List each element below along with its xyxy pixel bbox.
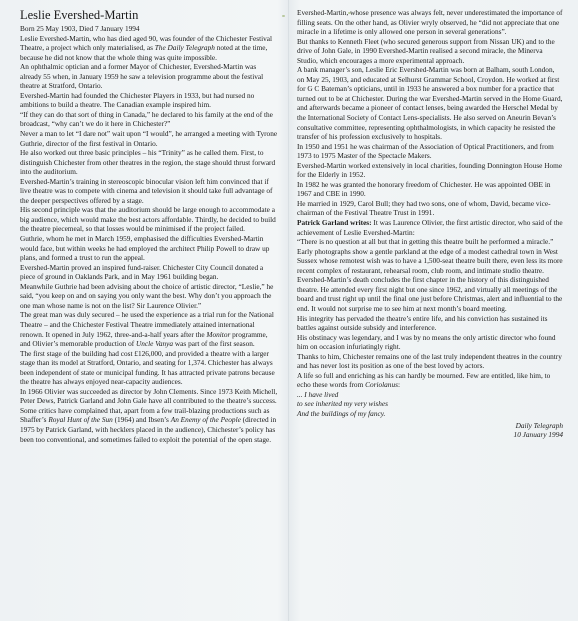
paragraph: Thanks to him, Chichester remains one of the last truly independent theatres in the country and has never lost its position as one of the best loved by actors. bbox=[297, 351, 562, 371]
paragraph: Evershed-Martin proved an inspired fund-raiser. Chichester City Council donated a piece of ground in Oaklands Park, and in May 1961 building began. bbox=[20, 262, 264, 282]
page-fold bbox=[288, 0, 289, 621]
verse-line: ... I have lived bbox=[297, 389, 339, 399]
paragraph: Meanwhile Guthrie had been advising about the choice of artistic director, “Leslie,” he said, “you keep on and on saying you only want the best. Why don’t you approach the one man whose name is not on the list? Sir Laurence Olivier.” bbox=[20, 281, 274, 310]
paragraph: Some critics have complained that, apart from a few trail-blazing productions such as Shaffer’s Royal Hunt of the Sun (1964) and Ibsen’s An Enemy of the People (directed in 1975 by Patrick Garland, with hecklers placed in the audience), Chichester’s policy has been too conventional, and sometimes failed to exploit the potential of the open stage. bbox=[20, 405, 277, 444]
paragraph: Evershed-Martin, whose presence was always felt, never underestimated the importance of filling seats. On the other hand, as Olivier wryly observed, he “did not appreciate that one miracle in a lifetime is only allowed one person in several generations”. bbox=[297, 8, 563, 37]
right-column bbox=[297, 8, 563, 440]
paragraph: In 1966 Olivier was succeeded as director by John Clements. Since 1973 Keith Michell, Peter Dews, Patrick Garland and John Gale have all contributed to the theatre’s success. bbox=[20, 386, 278, 406]
verse-line: to see inherited my very wishes bbox=[297, 399, 388, 409]
paragraph: Leslie Evershed-Martin, who has died aged 90, was founder of the Chichester Festival Theatre, a project which only materialised, as The Daily Telegraph noted at the time, because he did not know that the whole thing was quite impossible. bbox=[20, 33, 273, 62]
paragraph: Evershed-Martin had founded the Chichester Players in 1933, but had nursed no ambitions to build a theatre. The Canadian example inspired him. bbox=[20, 90, 255, 110]
source-publication: Daily Telegraph bbox=[515, 420, 563, 430]
paragraph: Evershed-Martin’s death concludes the first chapter in the history of this distinguished theatre. He attended every first night but one since 1962, and virtually all meetings of the board and trust right up until the final one just before Christmas, alert and influential to the end. It would not surprise me to see him at next month’s board meeting. bbox=[297, 275, 563, 313]
paragraph: Evershed-Martin’s training in stereoscopic binocular vision left him convinced that if live theatre was to compete with cinema and television it should take full advantage of the deeper perspectives offered by a stage. bbox=[20, 176, 273, 205]
paragraph: He also worked out three basic principles – his “Trinity” as he called them. First, to distinguish Chichester from other theatres in the region, the stage should thrust forward into the auditorium. bbox=[20, 148, 276, 177]
obituary-dates: Born 25 May 1903, Died 7 January 1994 bbox=[20, 24, 140, 33]
paragraph: Patrick Garland writes: It was Laurence Olivier, the first artistic director, who said of the achievement of Leslie Evershed-Martin: bbox=[297, 218, 563, 237]
paragraph: An ophthalmic optician and a former Mayor of Chichester, Evershed-Martin was already 55 when, in January 1959 he saw a television programme about the festival theatre at Stratford, Ontario. bbox=[20, 62, 264, 91]
paragraph: His second principle was that the auditorium should be large enough to accommodate a big audience, which would make the best actors affordable. Thirdly, he decided to build the theatre piecemeal, so that losses would be minimised if the project failed. bbox=[20, 205, 276, 234]
paragraph: His integrity has pervaded the theatre’s entire life, and his conviction has sustained its battles against outside subsidy and interference. bbox=[297, 313, 548, 333]
paragraph: Evershed-Martin worked extensively in local charities, founding Donnington House Home for the Elderly in 1952. bbox=[297, 160, 563, 180]
paragraph: Never a man to let “I dare not” wait upon “I would”, he arranged a meeting with Tyrone Guthrie, director of the first festival in Ontario. bbox=[20, 129, 278, 148]
paragraph: “There is no question at all but that in getting this theatre built he performed a miracle.” bbox=[297, 237, 554, 247]
paragraph: Early photographs show a gentle parkland at the edge of a modest cathedral town in West Sussex whose remotest wish was to have a 1,500-seat theatre built there, even less its more recent complex of restaurant, rehearsal room, club room, and intimate studio theatre. bbox=[297, 246, 563, 275]
paper-speck bbox=[282, 15, 285, 17]
paragraph: “If they can do that sort of thing in Canada,” he declared to his family at the end of the broadcast, “why can’t we do it here in Chichester?” bbox=[20, 109, 273, 129]
obituary-title: Leslie Evershed-Martin bbox=[20, 8, 139, 22]
paragraph: The great man was duly secured – he used the experience as a trial run for the National Theatre – and the Chichester Festival Theatre immediately attained international renown. It opened in July 1962, three-and-a-half years after the Monitor programme, and Olivier’s memorable production of Uncle Vanya was part of the first season. bbox=[20, 310, 274, 349]
paragraph: Guthrie, whom he met in March 1959, emphasised the difficulties Evershed-Martin would face, but within weeks he had employed the architect Philip Powell to draw up plans, and formed a trust to run the appeal. bbox=[20, 234, 270, 263]
paragraph: In 1982 he was granted the honorary freedom of Chichester. He was appointed OBE in 1967 and CBE in 1990. bbox=[297, 179, 551, 199]
paragraph: A bank manager’s son, Leslie Eric Evershed-Martin was born at Balham, south London, on May 25, 1903, and educated at Selhurst Grammar School, Croydon. He worked at first for G C Bateman’s opticians, until in 1933 he answered a box number for a practice that turned out to be at Chichester. During the war Evershed-Martin served in the Home Guard, and afterwards became a pioneer of contact lenses, being awarded the Herschel Medal by the International Society of Contact Lens-specialists. He also served on Aneurin Bevan’s consultative committee, representing ophthalmologists, in which capacity he resisted the transfer of his profession exclusively to hospitals. bbox=[297, 65, 563, 142]
paragraph: The first stage of the building had cost £126,000, and provided a theatre with a larger stage than its model at Stratford, Ontario, and seating for 1,374. Chichester has always been independent of state or municipal funding. It has attracted private patrons because the theatre has always enjoyed near-capacity audiences. bbox=[20, 348, 275, 387]
left-column bbox=[20, 8, 278, 444]
byline: Patrick Garland writes: bbox=[297, 218, 372, 228]
paragraph: His obstinacy was legendary, and I was by no means the only artistic director who found him on occasion infuriatingly right. bbox=[297, 332, 556, 352]
paragraph: A life so full and enriching as his can hardly be mourned. Few are entitled, like him, to echo these words from Coriolanus: bbox=[297, 370, 551, 390]
source-date: 10 January 1994 bbox=[513, 430, 563, 440]
verse-line: And the buildings of my fancy. bbox=[297, 408, 386, 418]
paragraph: In 1950 and 1951 he was chairman of the Association of Optical Practitioners, and from 1973 to 1975 Master of the Spectacle Makers. bbox=[297, 141, 554, 161]
paragraph: But thanks to Kenneth Fleet (who secured generous support from Nissan UK) and to the drive of John Gale, in 1990 Evershed-Martin realised a second miracle, the Minerva Studio, which encourages a more experimental approach. bbox=[297, 36, 555, 65]
paragraph: He married in 1929, Carol Bull; they had two sons, one of whom, David, became vice-chairman of the Festival Theatre Trust in 1991. bbox=[297, 198, 551, 218]
